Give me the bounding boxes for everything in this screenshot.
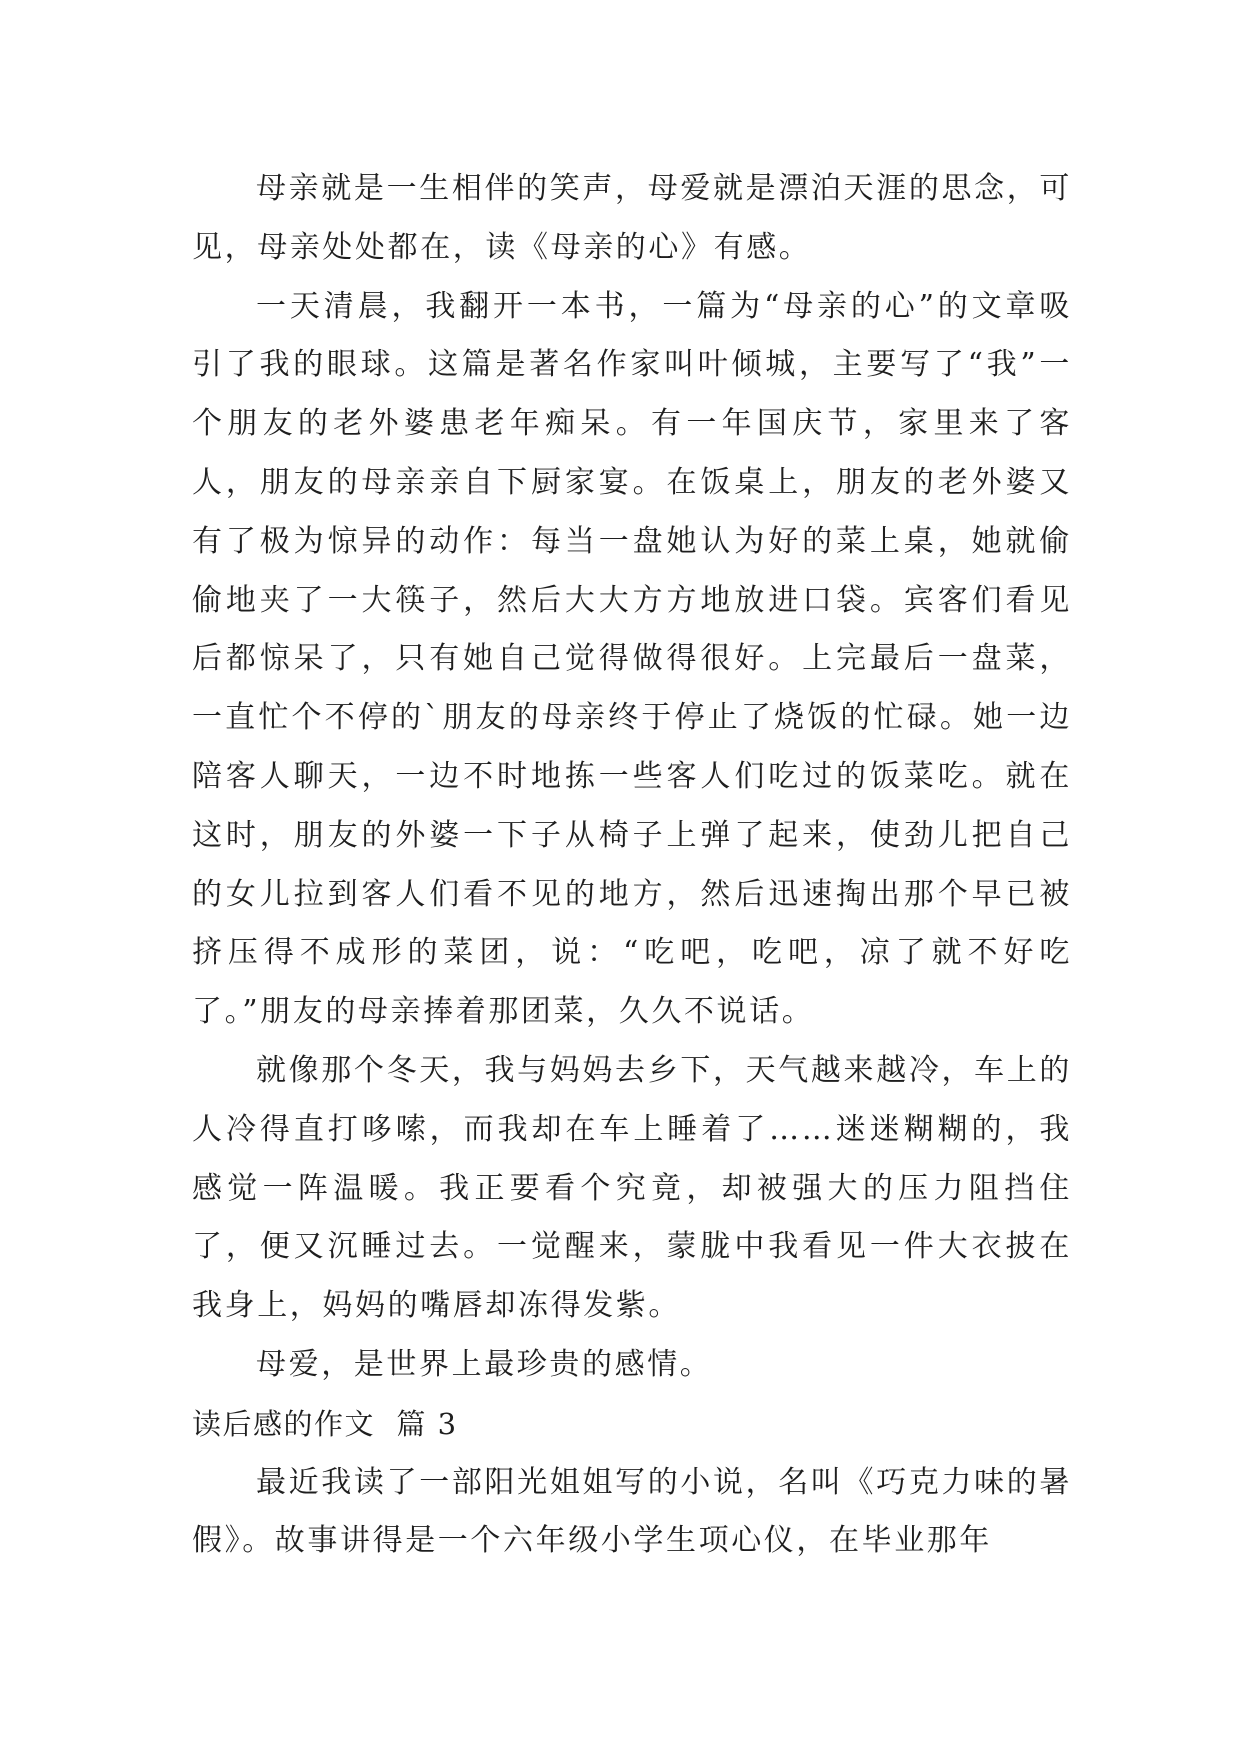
- paragraph-story-summary: 一天清晨，我翻开一本书，一篇为“母亲的心”的文章吸引了我的眼球。这篇是著名作家叫叶倾城，主要写了“我”一个朋友的老外婆患老年痴呆。有一年国庆节，家里来了客人，朋友的母亲亲自下厨家宴。在饭桌上，朋友的老外婆又有了极为惊异的动作：每当一盘她认为好的菜上桌，她就偷偷地夹了一大筷子，然后大大方方地放进口袋。宾客们看见后都惊呆了，只有她自己觉得做得很好。上完最后一盘菜，一直忙个不停的`朋友的母亲终于停止了烧饭的忙碌。她一边陪客人聊天，一边不时地拣一些客人们吃过的饭菜吃。就在这时，朋友的外婆一下子从椅子上弹了起来，使劲儿把自己的女儿拉到客人们看不见的地方，然后迅速掏出那个早已被挤压得不成形的菜团，说：“吃吧，吃吧，凉了就不好吃了。”朋友的母亲捧着那团菜，久久不说话。: [192, 288, 1072, 1030]
- paragraph-new-section: 最近我读了一部阳光姐姐写的小说，名叫《巧克力味的暑假》。故事讲得是一个六年级小学生项心仪，在毕业那年: [192, 1464, 1072, 1559]
- paragraph-mothers-love-intro: 母亲就是一生相伴的笑声，母爱就是漂泊天涯的思念，可见，母亲处处都在，读《母亲的心》有感。: [192, 171, 1072, 265]
- document-body: [192, 160, 1072, 1571]
- section-heading: 读后感的作文 篇 3: [192, 1406, 458, 1441]
- paragraph-conclusion: 母爱，是世界上最珍贵的感情。: [256, 1346, 713, 1382]
- paragraph-winter-memory: 就像那个冬天，我与妈妈去乡下，天气越来越冷，车上的人冷得直打哆嗦，而我却在车上睡着了……迷迷糊糊的，我感觉一阵温暖。我正要看个究竟，却被强大的压力阻挡住了，便又沉睡过去。一觉醒来，蒙胧中我看见一件大衣披在我身上，妈妈的嘴唇却冻得发紫。: [192, 1052, 1072, 1324]
